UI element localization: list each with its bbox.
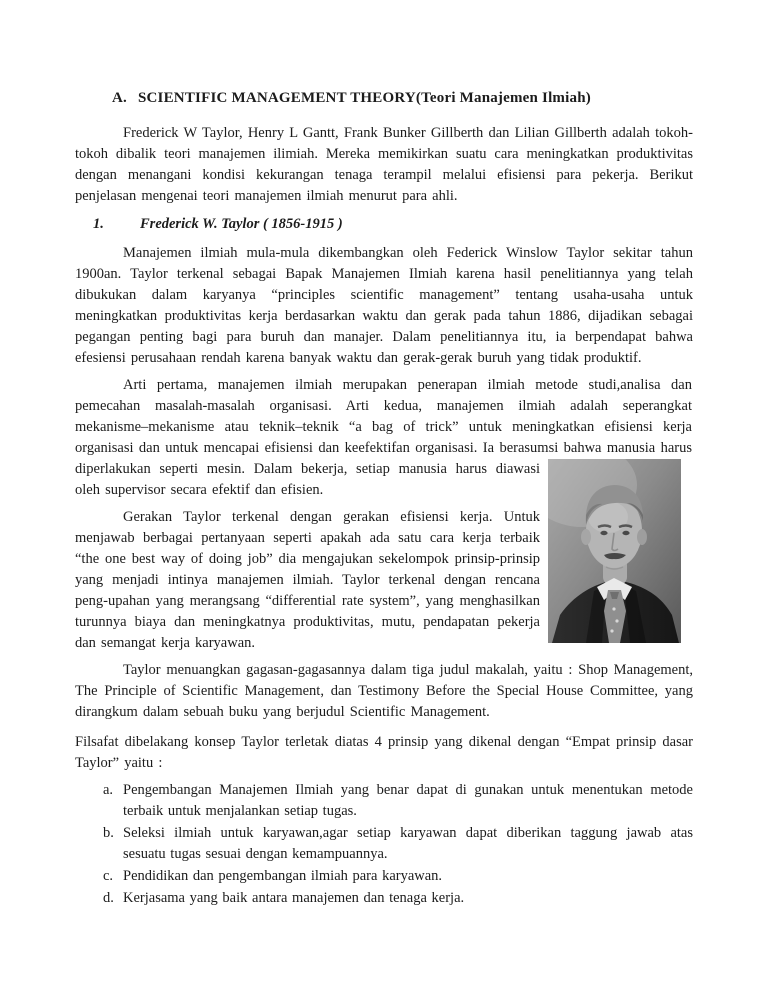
- intro-paragraph: Frederick W Taylor, Henry L Gantt, Frank Bunker Gillberth dan Lilian Gillberth adalah tokoh-tokoh dibalik teori manajemen ilimiah. Mereka memikirkan suatu cara meningkatkan produktivitas dengan menangani kondisi kekurangan tenaga terampil melalui efisiensi para pekerja. Berikut penjelasan mengenai teori manajemen ilmiah menurut para ahli.: [75, 125, 693, 204]
- list-item-d: [75, 888, 693, 909]
- frederick-taylor-portrait-photo: [548, 459, 693, 643]
- document-title: [112, 88, 693, 109]
- portrait-photo-image: [548, 459, 681, 643]
- photo-offset-spacer: [692, 375, 693, 459]
- paragraph-gagasan: Taylor menuangkan gagasan-gagasannya dalam tiga judul makalah, yaitu : Shop Management, The Principle of Scientific Management, dan Testimony Before the Special House Committee, yang dirangkum dalam sebuah buku yang berjudul Scientific Management.: [75, 662, 693, 720]
- list-marker: c.: [103, 868, 114, 884]
- list-text: Kerjasama yang baik antara manajemen dan tenaga kerja.: [123, 890, 465, 906]
- paragraph-taylor-history: Manajemen ilmiah mula-mula dikembangkan oleh Federick Winslow Taylor sekitar tahun 1900an. Taylor terkenal sebagai Bapak Manajemen Ilmiah karena hasil penelitiannya yang telah dibukukan dalam karyanya “principles scientific management” tentang usaha-usaha untuk meningkatkan produktivitas kerja berdasarkan waktu dan gerak pada tahun 1886, dijadikan sebagai pegangan penting bagi para buruh dan manajer. Dalam penelitiannya itu, ia berpendapat bahwa efesiensi perusahaan rendah karena banyak waktu dan gerak-gerak buruh yang tidak produktif.: [75, 245, 693, 366]
- list-marker: d.: [103, 890, 114, 906]
- section-title: Frederick W. Taylor ( 1856-1915 ): [140, 216, 343, 232]
- list-text: Pengembangan Manajemen Ilmiah yang benar dapat di gunakan untuk menentukan metode terbaik untuk menjalankan setiap tugas.: [123, 782, 693, 819]
- list-marker: a.: [103, 782, 114, 798]
- list-text: Seleksi ilmiah untuk karyawan,agar setiap karyawan dapat diberikan taggung jawab atas sesuatu tugas sesuai dengan kemampuannya.: [123, 825, 693, 862]
- list-item-b: [75, 823, 693, 865]
- paragraph-arti: Arti pertama, manajemen ilmiah merupakan penerapan ilmiah metode studi,analisa dan pemecahan masalah-masalah organisasi. Arti kedua, manajemen ilmiah adalah seperangkat mekanisme–mekanisme atau teknik–teknik “a bag of trick” untuk meningkatkan efisiensi kerja organisasi dan untuk mencapai efisiensi dan keefektifan organisasi. Ia berasumsi bahwa manusia harus diperlakukan seperti mesin. Dalam bekerja, setiap manusia harus diawasi oleh supervisor secara efektif dan efisien.: [75, 377, 692, 498]
- photo-wrap-zone: [75, 375, 693, 660]
- paragraph-gerakan: Gerakan Taylor terkenal dengan gerakan efisiensi kerja. Untuk menjawab berbagai pertanyaan seperti apakah ada satu cara kerja terbaik “the one best way of doing job” dia mengajukan sekelompok prinsip-prinsip yang menjadi intinya manajemen ilmiah. Taylor terkenal dengan rencana peng-upahan yang merangsang “differential rate system”, yang menghasilkan turunnya biaya dan meningkatnya produktivitas, mutu, pendapatan pekerja dan semangat kerja karyawan.: [75, 509, 540, 651]
- list-marker: b.: [103, 825, 114, 841]
- title-text: SCIENTIFIC MANAGEMENT THEORY(Teori Manajemen Ilmiah): [137, 90, 591, 106]
- section-heading: [75, 214, 693, 235]
- principles-list: [75, 780, 693, 909]
- list-item-a: [75, 780, 693, 822]
- section-number: 1.: [93, 216, 104, 232]
- list-text: Pendidikan dan pengembangan ilmiah para karyawan.: [123, 868, 443, 884]
- list-item-c: [75, 866, 693, 887]
- title-marker: A.: [112, 90, 127, 106]
- paragraph-filsafat: Filsafat dibelakang konsep Taylor terletak diatas 4 prinsip yang dikenal dengan “Empat prinsip dasar Taylor” yaitu :: [75, 734, 693, 771]
